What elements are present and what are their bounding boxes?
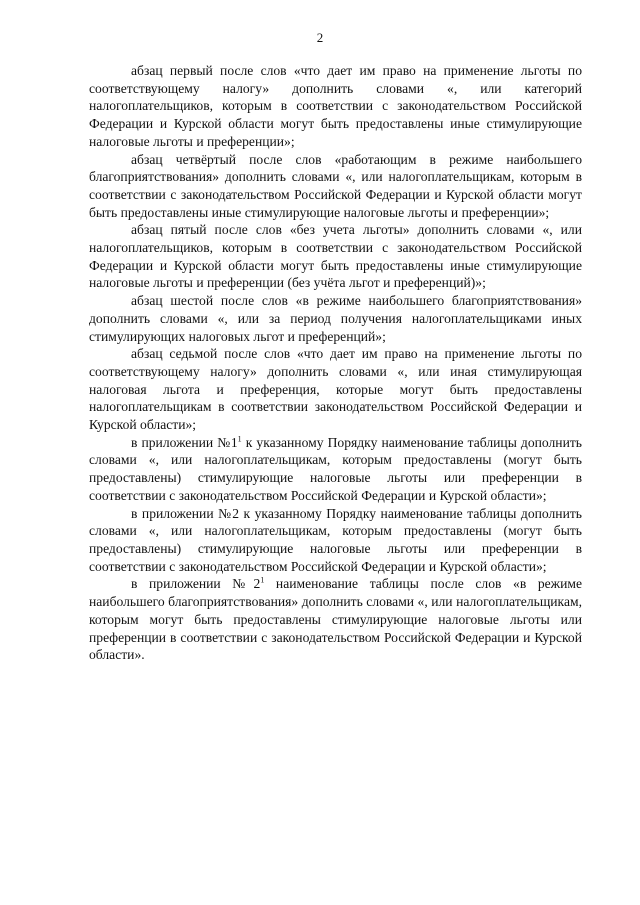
paragraph-2: абзац четвёртый после слов «работающим в режиме наибольшего благоприятствования» дополнить словами «, или налогоплательщикам, которым в соответствии с законодательством Российской Федерации и Курской области могут быть предоставлены иные стимулирующие налоговые льготы и преференции»; [89, 151, 582, 220]
paragraph-8-end: наименование таблицы после слов «в режиме наибольшего благоприятствования» дополнить словами «, или налогоплательщикам, которым могут быть предоставлены стимулирующие налоговые льготы или преференции в соответствии с законодательством Российской Федерации и Курской области». [89, 576, 582, 663]
paragraph-6 [89, 434, 582, 505]
paragraph-6-end: к указанному Порядку наименование таблицы дополнить словами «, или налогоплательщикам, которым предоставлены (могут быть предоставлены) стимулирующие налоговые льготы или преференции в соответствии с законодательством Российской Федерации и Курской области»; [89, 434, 582, 503]
document-body [89, 62, 582, 664]
paragraph-5: абзац седьмой после слов «что дает им право на применение льготы по соответствующему налогу» дополнить словами «, или иная стимулирующая налоговая льгота и преференция, которые могут быть предоставлены налогоплательщикам в соответствии законодательством Российской Федерации и Курской области»; [89, 346, 582, 433]
paragraph-7: в приложении №2 к указанному Порядку наименование таблицы дополнить словами «, или налогоплательщикам, которым предоставлены (могут быть предоставлены) стимулирующие налоговые льготы или преференции в соответствии с законодательством Российской Федерации и Курской области»; [89, 505, 582, 574]
page-number: 2 [316, 30, 324, 45]
superscript-number: 1 [260, 575, 265, 585]
paragraph-6-start: в приложении №1 [131, 434, 238, 450]
superscript-number: 1 [237, 434, 242, 444]
paragraph-1: абзац первый после слов «что дает им право на применение льготы по соответствующему налогу» дополнить словами «, или категорий налогоплательщиков, которым в соответствии с законодательством Российской Федерации и Курской области могут быть предоставлены иные стимулирующие налоговые льготы и преференции»; [89, 63, 582, 149]
paragraph-8 [89, 575, 582, 664]
paragraph-8-start: в приложении №2 [131, 576, 261, 592]
paragraph-3: абзац пятый после слов «без учета льготы» дополнить словами «, или налогоплательщиков, которым в соответствии с законодательством Российской Федерации и Курской области могут быть предоставлены иные стимулирующие налоговые льготы и преференции (без учёта льгот и преференций)»; [89, 222, 582, 291]
paragraph-4: абзац шестой после слов «в режиме наибольшего благоприятствования» дополнить словами «, или за период получения налогоплательщиками иных стимулирующих налоговых льгот и преференций»; [89, 293, 582, 344]
